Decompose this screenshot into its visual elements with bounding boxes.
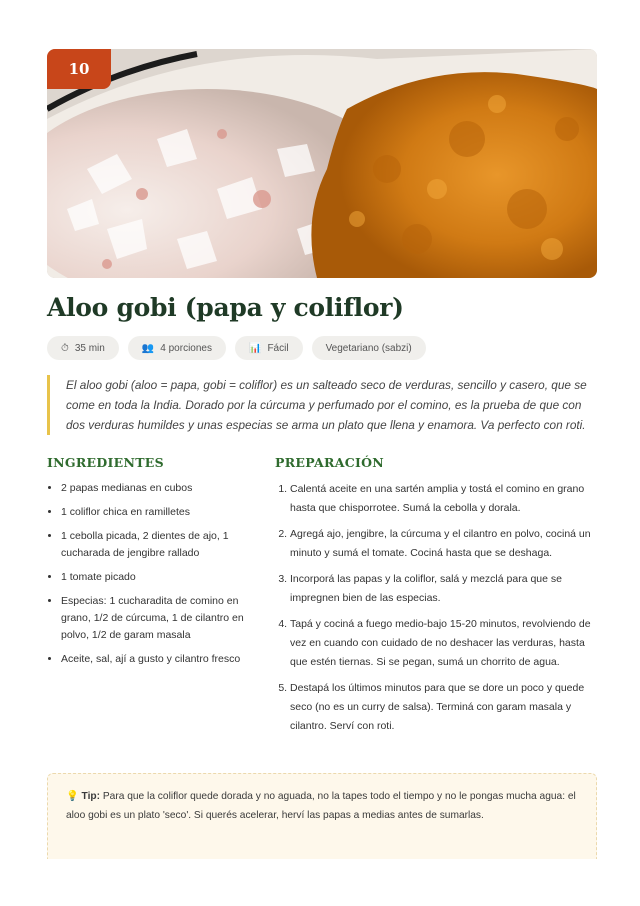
preparation-heading: PREPARACIÓN <box>275 455 385 470</box>
servings-label: 4 porciones <box>160 342 212 354</box>
servings-pill <box>128 336 226 360</box>
people-icon: 👥 <box>141 342 155 354</box>
preparation-step: 1. Calentá aceite en una sartén amplia y tostá el comino en grano hasta que chisporrotee. Sumá la cebolla y dorala. <box>290 480 597 518</box>
ingredient-item: • Especias: 1 cucharadita de comino en grano, 1/2 de cúrcuma, 1 de cilantro en polvo, 1/2 de garam masala <box>61 593 252 644</box>
category-pill <box>312 336 426 360</box>
ingredient-item: • Aceite, sal, ají a gusto y cilantro fresco <box>61 651 252 668</box>
difficulty-pill <box>235 336 303 360</box>
preparation-step: 2. Agregá ajo, jengibre, la cúrcuma y el cilantro en polvo, cociná un minuto y sumá el tomate. Cociná hasta que se deshaga. <box>290 525 597 563</box>
category-label: Vegetariano (sabzi) <box>325 342 412 354</box>
ingredient-item: • 2 papas medianas en cubos <box>61 480 252 497</box>
preparation-step: 3. Incorporá las papas y la coliflor, salá y mezclá para que se impregnen bien de las especias. <box>290 570 597 608</box>
time-pill <box>47 336 119 360</box>
spices-photo <box>47 49 597 278</box>
ingredients-list <box>47 480 252 675</box>
timer-icon: ⏱ <box>61 342 69 354</box>
preparation-step: 4. Tapá y cociná a fuego medio-bajo 15-20 minutos, revolviendo de vez en cuando con cuidado de no deshacer las verduras, hasta que estén tiernas. Si se pegan, sumá un chorrito de agua. <box>290 615 597 672</box>
tip-text: Para que la coliflor quede dorada y no aguada, no la tapes todo el tiempo y no le pongas mucha agua: el aloo gobi es un plato 'seco'. Si querés acelerar, herví las papas a medias antes de sumarlas. <box>66 791 576 821</box>
lightbulb-icon: 💡 <box>66 791 79 802</box>
recipe-intro: El aloo gobi (aloo = papa, gobi = coliflor) es un salteado seco de verduras, sencillo y casero, que se come en toda la India. Dorado por la cúrcuma y perfumado por el comino, es la prueba de que con dos verduras humildes y unas especias se arma un plato que llena y enamora. Va perfecto con roti. <box>47 375 592 435</box>
preparation-steps <box>275 480 597 743</box>
tip-label: Tip: <box>81 791 101 802</box>
hero-image <box>47 49 597 278</box>
chart-icon: 📊 <box>248 342 262 354</box>
time-label: 35 min <box>74 342 105 354</box>
tip-box <box>47 773 597 859</box>
ingredient-item: • 1 coliflor chica en ramilletes <box>61 504 252 521</box>
difficulty-label: Fácil <box>267 342 289 354</box>
ingredients-heading: INGREDIENTES <box>47 455 164 470</box>
recipe-title: Aloo gobi (papa y coliflor) <box>47 293 404 322</box>
recipe-meta <box>47 336 426 360</box>
preparation-step: 5. Destapá los últimos minutos para que se dore un poco y quede seco (no es un curry de salsa). Terminá con garam masala y cilantro. Serví con roti. <box>290 679 597 736</box>
recipe-number-badge: 10 <box>47 49 111 89</box>
ingredient-item: • 1 cebolla picada, 2 dientes de ajo, 1 cucharada de jengibre rallado <box>61 528 252 562</box>
ingredient-item: • 1 tomate picado <box>61 569 252 586</box>
